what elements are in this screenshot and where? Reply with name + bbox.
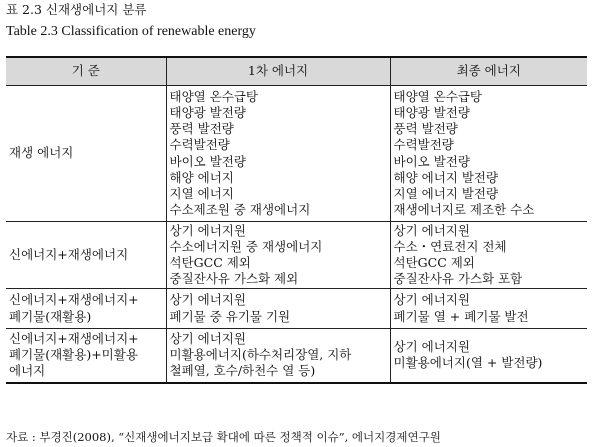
cell-line: 바이오 발전량 (169, 153, 246, 169)
table-title-english: Table 2.3 Classification of renewable energy (6, 24, 256, 39)
table-row (6, 86, 587, 222)
cell-line: 신에너지+재생에너지+ (9, 330, 139, 346)
table-row (6, 222, 587, 289)
primary-energy-cell (166, 329, 390, 383)
table-row (6, 289, 587, 329)
criteria-cell (6, 289, 166, 329)
cell-line: 수력발전량 (393, 137, 454, 153)
criteria-cell (6, 222, 166, 289)
cell-line: 수소에너지원 중 재생에너지 (169, 238, 323, 254)
header-final-energy: 최종 에너지 (390, 57, 587, 86)
cell-line: 풍력 발전량 (393, 121, 458, 137)
cell-line: 태양광 발전량 (169, 104, 246, 120)
cell-line: 폐기물(재활용) (9, 308, 92, 324)
cell-line: 상기 에너지원 (169, 330, 246, 346)
final-energy-cell (390, 329, 587, 383)
primary-energy-cell (166, 222, 390, 289)
cell-line: 석탄GCC 제외 (393, 255, 475, 270)
cell-line: 상기 에너지원 (393, 339, 470, 355)
cell-line: 수력발전량 (169, 137, 230, 153)
cell-line: 바이오 발전량 (393, 153, 470, 169)
source-note: 자료 : 부경진(2008), “신재생에너지보급 확대에 따른 정책적 이슈”, 에너지경제연구원 (6, 430, 441, 444)
cell-line: 태양열 온수급탕 (393, 88, 482, 104)
final-energy-cell (390, 289, 587, 329)
cell-line: 재생 에너지 (9, 145, 74, 161)
final-energy-cell (390, 222, 587, 289)
cell-line: 폐기물(재활용)+미활용 (9, 347, 138, 363)
cell-line: 신에너지+재생에너지 (9, 246, 129, 262)
cell-line: 상기 에너지원 (393, 292, 470, 308)
final-energy-cell (390, 86, 587, 222)
table-title-korean: 표 2.3 신재생에너지 분류 (6, 2, 147, 17)
cell-line: 상기 에너지원 (169, 222, 246, 238)
primary-energy-cell (166, 289, 390, 329)
cell-line: 폐기물 열 + 폐기물 발전 (393, 308, 529, 324)
criteria-cell (6, 329, 166, 383)
cell-line: 지열 에너지 (169, 185, 234, 201)
cell-line: 상기 에너지원 (169, 292, 246, 308)
cell-line: 석탄GCC 제외 (169, 255, 251, 270)
cell-line: 지열 에너지 발전량 (393, 185, 499, 201)
cell-line: 중질잔사유 가스화 포함 (393, 271, 523, 287)
cell-line: 수소・연료전지 전체 (393, 238, 507, 254)
cell-line: 에너지 (9, 363, 46, 379)
header-row (6, 57, 587, 86)
cell-line: 수소제조원 중 재생에너지 (169, 202, 311, 218)
header-criteria: 기 준 (6, 57, 166, 86)
cell-line: 해양 에너지 (169, 169, 234, 185)
table-row (6, 329, 587, 383)
cell-line: 중질잔사유 가스화 제외 (169, 271, 299, 287)
criteria-cell (6, 86, 166, 222)
cell-line: 재생에너지로 제조한 수소 (393, 202, 535, 218)
cell-line: 미활용에너지(하수처리장열, 지하 (169, 347, 352, 363)
cell-line: 신에너지+재생에너지+ (9, 292, 139, 308)
cell-line: 풍력 발전량 (169, 121, 234, 137)
cell-line: 해양 에너지 발전량 (393, 169, 499, 185)
cell-line: 폐기물 중 유기물 기원 (169, 308, 291, 324)
cell-line: 철폐열, 호수/하천수 열 등) (169, 363, 316, 379)
header-primary-energy: 1차 에너지 (166, 57, 390, 86)
cell-line: 태양열 온수급탕 (169, 88, 258, 104)
cell-line: 태양광 발전량 (393, 104, 470, 120)
primary-energy-cell (166, 86, 390, 222)
cell-line: 상기 에너지원 (393, 222, 470, 238)
classification-table (6, 56, 587, 384)
cell-line: 미활용에너지(열 + 발전량) (393, 355, 543, 371)
